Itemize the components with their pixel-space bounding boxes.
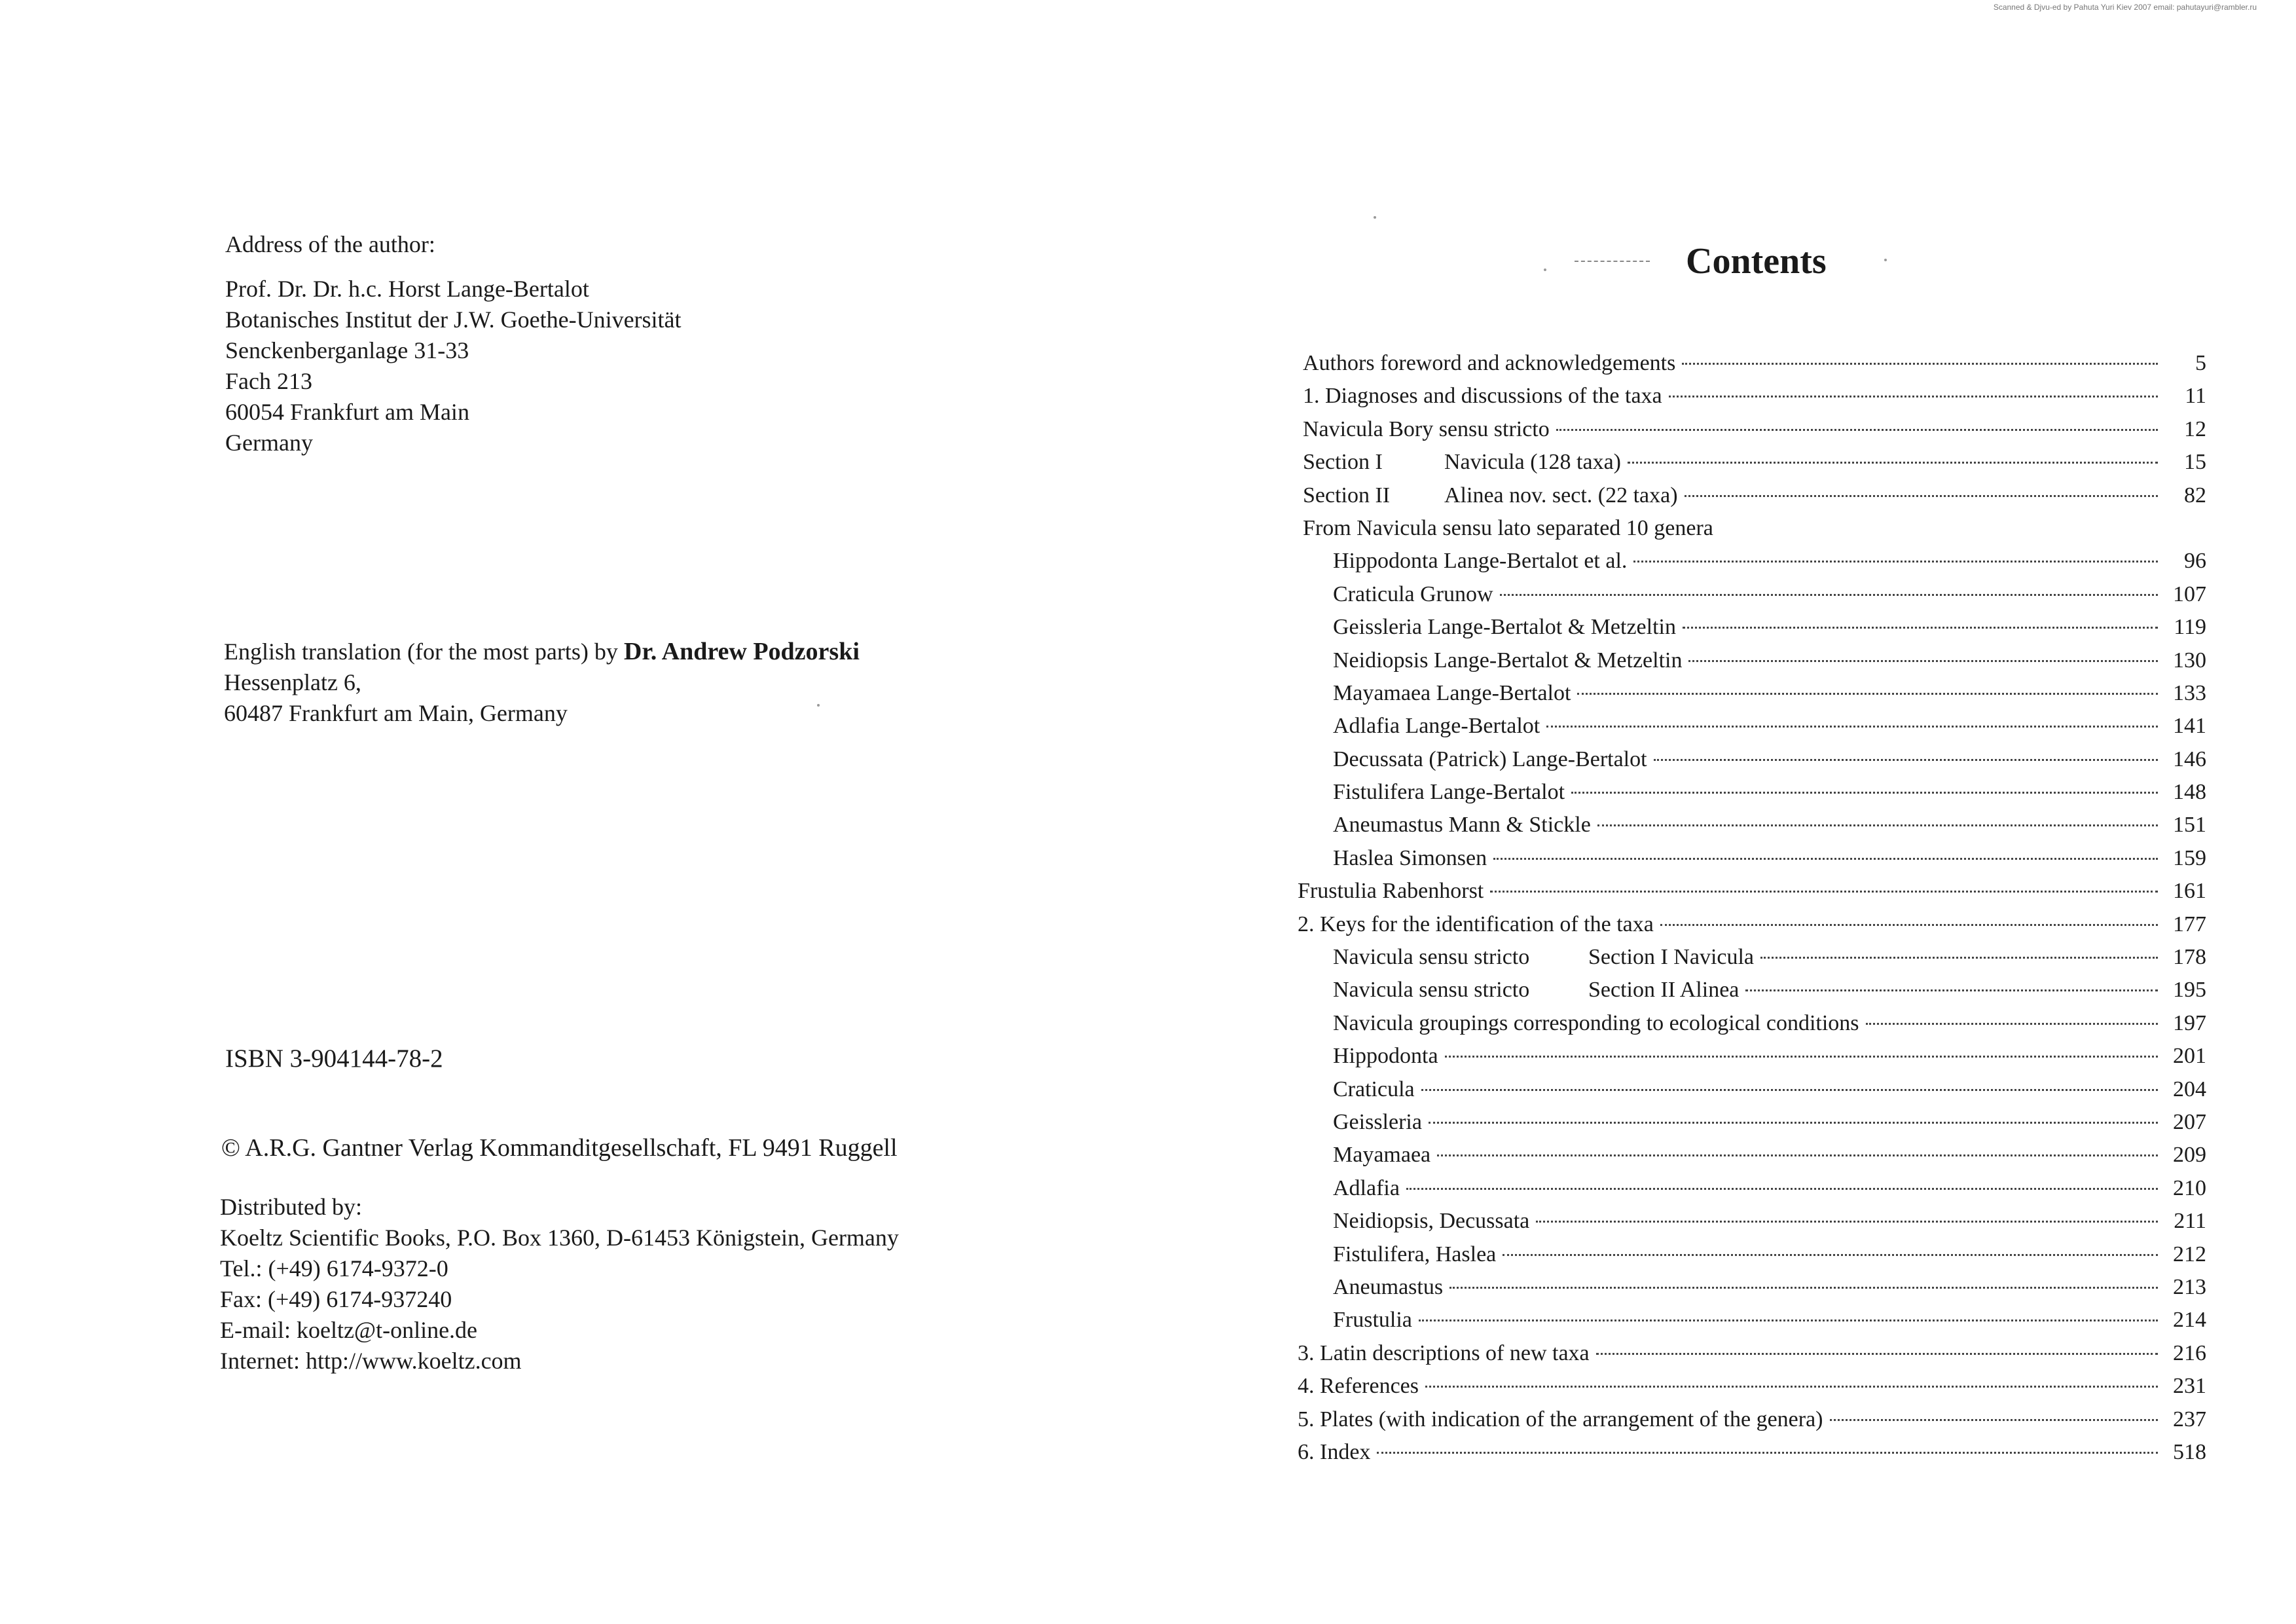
toc-entry[interactable] [1303,842,2206,875]
toc-page-number: 201 [2173,1044,2206,1069]
toc-entry[interactable] [1303,710,2206,743]
toc-page-number: 130 [2173,648,2206,673]
toc-entry[interactable] [1303,1073,2206,1106]
toc-entry[interactable] [1303,545,2206,578]
toc-entry[interactable] [1303,776,2206,809]
toc-leader [1425,1386,2158,1388]
author-address [225,274,682,458]
toc-entry-label: Frustulia [1333,1308,1412,1333]
toc-page-number: 15 [2184,450,2206,475]
toc-leader [1419,1320,2158,1321]
toc-entry[interactable] [1298,1337,2206,1370]
toc-entry-label: Mayamaea Lange-Bertalot [1333,680,1571,705]
table-of-contents [1298,347,2206,1469]
toc-leader [1577,693,2158,695]
distributor-heading: Distributed by: [220,1194,362,1220]
translation-line [224,637,860,667]
toc-entry-label: Fistulifera Lange-Bertalot [1333,780,1565,805]
toc-leader [1633,561,2158,563]
toc-entry[interactable] [1303,1271,2206,1304]
toc-entry[interactable] [1303,347,2206,380]
translation-credit [224,637,860,729]
toc-section-number: Section II [1303,483,1391,507]
toc-leader [1682,363,2158,365]
toc-entry[interactable] [1298,875,2206,908]
toc-entry-label: Hippodonta Lange-Bertalot et al. [1333,549,1628,574]
toc-page-number: 209 [2173,1143,2206,1168]
distributor-phone: Tel.: (+49) 6174-9372-0 [220,1255,448,1282]
toc-entry[interactable] [1298,1370,2206,1403]
author-line: Botanisches Institut der J.W. Goethe-Universität [225,306,682,333]
toc-leader [1745,989,2158,991]
isbn: ISBN 3-904144-78-2 [225,1044,443,1073]
toc-entry-label: 2. Keys for the identification of the taxa [1298,912,1654,936]
toc-entry[interactable] [1303,743,2206,776]
toc-page-number: 119 [2174,615,2206,640]
toc-entry-label: Geissleria [1333,1109,1422,1134]
toc-leader [1536,1221,2158,1223]
toc-entry[interactable] [1303,1238,2206,1271]
toc-entry[interactable] [1303,1040,2206,1073]
toc-leader [1669,396,2158,397]
scan-speck [1374,216,1376,219]
scan-speck [1884,259,1887,261]
toc-leader [1654,759,2158,761]
toc-page-number: 159 [2173,845,2206,870]
toc-entry-label: Decussata (Patrick) Lange-Bertalot [1333,747,1647,771]
toc-key-section: Section II Alinea [1588,978,1740,1003]
scan-speck [817,704,820,707]
toc-entry-label: 6. Index [1298,1439,1371,1464]
toc-entry-label: 1. Diagnoses and discussions of the taxa [1303,384,1662,409]
toc-leader [1429,1122,2158,1124]
toc-page-number: 148 [2173,780,2206,805]
toc-page-number: 518 [2173,1439,2206,1464]
toc-entry-label: Authors foreword and acknowledgements [1303,351,1676,375]
toc-page-number: 11 [2185,384,2206,409]
toc-page-number: 146 [2173,747,2206,771]
toc-leader [1500,594,2158,596]
toc-entry-label [1303,446,1621,479]
toc-entry-label: Aneumastus Mann & Stickle [1333,813,1591,838]
translator-address-line: Hessenplatz 6, [224,669,361,695]
toc-group-heading [1303,512,2206,545]
toc-entry-label: 3. Latin descriptions of new taxa [1298,1340,1590,1365]
toc-leader [1503,1254,2158,1256]
toc-entry[interactable] [1303,1205,2206,1238]
toc-leader [1437,1154,2158,1156]
toc-entry[interactable] [1303,974,2206,1006]
toc-entry[interactable] [1303,446,2206,479]
title-dash [1575,261,1650,262]
toc-entry[interactable] [1298,908,2206,941]
toc-page-number: 82 [2184,483,2206,507]
toc-leader [1660,924,2158,926]
distributor-fax: Fax: (+49) 6174-937240 [220,1286,452,1312]
author-line: Germany [225,430,313,456]
toc-entry-label: From Navicula sensu lato separated 10 genera [1303,515,1713,540]
toc-leader [1406,1188,2158,1190]
toc-entry[interactable] [1303,809,2206,841]
toc-leader [1688,660,2158,662]
toc-leader [1546,726,2158,728]
author-line: Fach 213 [225,368,312,394]
toc-entry[interactable] [1303,380,2206,413]
toc-entry-label: Adlafia Lange-Bertalot [1333,714,1540,739]
toc-page-number: 210 [2173,1175,2206,1200]
toc-leader [1445,1056,2158,1058]
toc-entry[interactable] [1303,578,2206,611]
toc-entry-label [1333,941,1754,974]
author-line: Prof. Dr. Dr. h.c. Horst Lange-Bertalot [225,276,589,302]
toc-page-number: 133 [2173,680,2206,705]
toc-page-number: 212 [2173,1242,2206,1266]
author-line: Senckenberganlage 31-33 [225,337,469,363]
toc-section-number: Section I [1303,450,1383,475]
toc-leader [1449,1287,2158,1289]
toc-entry-label: 5. Plates (with indication of the arrangement of the genera) [1298,1407,1823,1431]
toc-leader [1830,1419,2159,1421]
toc-key-group: Navicula sensu stricto [1333,978,1530,1003]
toc-entry-label: Navicula groupings corresponding to ecological conditions [1333,1010,1859,1035]
toc-page-number: 204 [2173,1077,2206,1101]
toc-leader [1760,957,2158,959]
toc-page-number: 197 [2173,1010,2206,1035]
toc-page-number: 237 [2173,1407,2206,1431]
toc-entry[interactable] [1303,413,2206,446]
toc-page-number: 177 [2173,912,2206,936]
toc-leader [1597,824,2158,826]
toc-entry-label: Aneumastus [1333,1274,1444,1299]
toc-page-number: 107 [2173,581,2206,606]
toc-entry-label: Geissleria Lange-Bertalot & Metzeltin [1333,615,1676,640]
distributor-line: Koeltz Scientific Books, P.O. Box 1360, D-61453 Königstein, Germany [220,1225,899,1251]
author-heading: Address of the author: [225,231,435,257]
toc-page-number: 195 [2173,978,2206,1003]
toc-page-number: 141 [2173,714,2206,739]
toc-section-title: Alinea nov. sect. (22 taxa) [1444,483,1678,507]
toc-leader [1571,792,2158,794]
toc-entry[interactable] [1303,1106,2206,1139]
toc-entry[interactable] [1298,1403,2206,1436]
toc-leader [1421,1089,2158,1091]
copyright: © A.R.G. Gantner Verlag Kommanditgesellschaft, FL 9491 Ruggell [221,1134,898,1162]
toc-key-group: Navicula sensu stricto [1333,945,1530,970]
toc-entry-label: Haslea Simonsen [1333,845,1487,870]
toc-page-number: 207 [2173,1109,2206,1134]
toc-entry[interactable] [1303,677,2206,710]
toc-key-section: Section I Navicula [1588,945,1755,970]
toc-entry-label: 4. References [1298,1374,1419,1399]
toc-page-number: 151 [2173,813,2206,838]
toc-entry-label: Craticula Grunow [1333,581,1493,606]
toc-entry-label: Neidiopsis, Decussata [1333,1209,1530,1234]
scan-speck [1544,268,1546,271]
distributor-block [220,1192,899,1376]
toc-entry[interactable] [1303,1007,2206,1040]
toc-leader [1596,1353,2158,1355]
translator-name: Dr. Andrew Podzorski [623,638,860,665]
toc-page-number: 216 [2173,1340,2206,1365]
contents-title: Contents [1686,241,1827,282]
toc-entry-label: Fistulifera, Haslea [1333,1242,1497,1266]
toc-leader [1493,858,2158,860]
toc-entry-label: Navicula Bory sensu stricto [1303,416,1550,441]
translation-prefix: English translation (for the most parts) by [224,638,624,665]
toc-page-number: 213 [2173,1274,2206,1299]
toc-leader [1866,1023,2158,1025]
toc-entry-label: Frustulia Rabenhorst [1298,879,1484,904]
toc-page-number: 5 [2195,351,2206,375]
toc-entry[interactable] [1303,941,2206,974]
toc-entry-label: Hippodonta [1333,1044,1438,1069]
toc-entry[interactable] [1303,479,2206,512]
toc-leader [1683,627,2158,629]
toc-entry[interactable] [1303,1139,2206,1172]
toc-page-number: 161 [2173,879,2206,904]
toc-page-number: 12 [2184,416,2206,441]
toc-entry[interactable] [1298,1436,2206,1469]
toc-entry-label: Adlafia [1333,1175,1400,1200]
toc-entry-label: Mayamaea [1333,1143,1431,1168]
toc-entry[interactable] [1303,611,2206,644]
toc-entry[interactable] [1303,1172,2206,1205]
toc-entry[interactable] [1303,1304,2206,1337]
toc-page-number: 231 [2173,1374,2206,1399]
toc-page-number: 178 [2173,945,2206,970]
distributor-website[interactable]: Internet: http://www.koeltz.com [220,1348,522,1374]
toc-page-number: 214 [2173,1308,2206,1333]
toc-leader [1377,1452,2158,1454]
toc-entry[interactable] [1303,644,2206,677]
author-line: 60054 Frankfurt am Main [225,399,469,425]
toc-leader [1490,891,2158,893]
scan-watermark: Scanned & Djvu-ed by Pahuta Yuri Kiev 2007 email: pahutayuri@rambler.ru [1993,3,2257,12]
toc-section-title: Navicula (128 taxa) [1444,450,1621,475]
toc-entry-label [1303,479,1678,512]
toc-page-number: 96 [2184,549,2206,574]
toc-leader [1628,462,2158,464]
toc-page-number: 211 [2174,1209,2206,1234]
translator-address-line: 60487 Frankfurt am Main, Germany [224,700,568,726]
toc-entry-label: Neidiopsis Lange-Bertalot & Metzeltin [1333,648,1683,673]
toc-entry-label [1333,974,1739,1006]
distributor-email[interactable]: E-mail: koeltz@t-online.de [220,1317,478,1343]
toc-leader [1685,495,2158,497]
toc-entry-label: Craticula [1333,1077,1415,1101]
toc-leader [1556,429,2158,431]
